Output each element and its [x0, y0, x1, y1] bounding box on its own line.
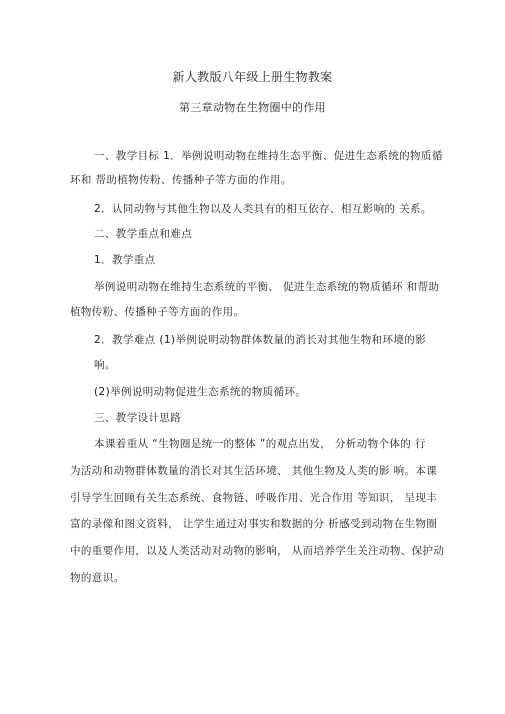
text-line: 本课着重从 “生物圈是统一的整体 ”的观点出发， 分析动物个体的 行 — [94, 438, 426, 450]
text-line: 物的意识。 — [70, 572, 125, 584]
text-line: 中的重要作用，以及人类活动对动物的影响， 从而培养学生关注动物、保护动 — [70, 545, 445, 557]
text-line: 富的录像和图文资料， 让学生通过对事实和数据的分 析感受到动物在生物圈 — [70, 518, 438, 530]
text-line: 响。 — [94, 359, 116, 371]
document-subtitle: 第三章动物在生物圈中的作用 — [179, 101, 326, 114]
text-line: 一、教学目标 1．举例说明动物在维持生态平衡、促进生态系统的物质循 — [94, 150, 443, 162]
text-line: 2．教学难点 (1)举例说明动物群体数量的消长对其他生物和环境的影 — [94, 334, 427, 346]
text-line: 举例说明动物在维持生态系统的平衡、 促进生态系统的物质循环 和帮助 — [94, 281, 440, 293]
text-line: 环和 帮助植物传粉、传播种子等方面的作用。 — [70, 174, 292, 186]
text-line: 2．认同动物与其他生物以及人类具有的相互依存、相互影响的 关系。 — [94, 203, 432, 215]
document-title: 新人教版八年级上册生物教案 — [172, 70, 333, 84]
text-line: 植物传粉、传播种子等方面的作用。 — [70, 306, 245, 318]
section-heading: 二、教学重点和难点 — [94, 228, 193, 240]
subsection-heading: 1．教学重点 — [94, 254, 156, 266]
section-heading: 三、教学设计思路 — [94, 412, 182, 424]
text-line: 为活动和动物群体数量的消长对其生活环境、 其他生物及人类的影 响。本课 — [70, 465, 438, 477]
text-line: (2)举例说明动物促进生态系统的物质循环。 — [94, 386, 307, 398]
text-line: 引导学生回顾有关生态系统、食物链、呼吸作用、光合作用 等知识， 呈现丰 — [70, 492, 438, 504]
